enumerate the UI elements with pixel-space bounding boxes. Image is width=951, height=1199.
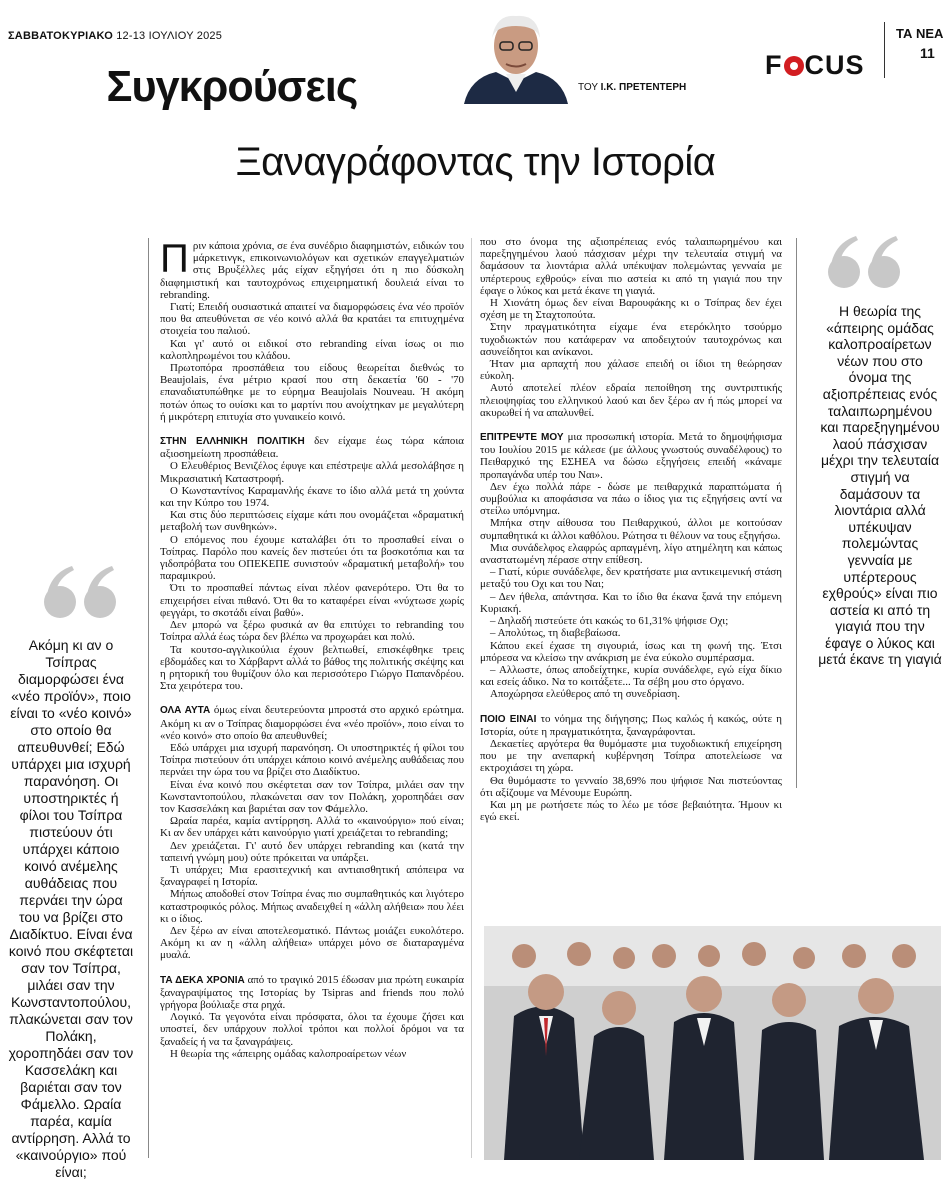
- article-paragraph: [160, 815, 464, 839]
- paragraph-text: Ότι το προσπαθεί πάντως είναι πλέον φανερότερο. Ότι θα το επιχειρήσει είναι πιθανό. Ότι θα το καταφέρει είναι «νύχτωσε χωρίς φεγγάρι, το σκοτάδι είναι βαθύ».: [160, 582, 464, 619]
- article-paragraph: [480, 542, 782, 566]
- paragraph-text: όμως είναι δευτερεύοντα μπροστά στο αρχικό ερώτημα. Ακόμη κι αν ο Τσίπρας διαμορφώσει ένα «νέο προϊόν», ποιο είναι το «νέο κοινό» στο οποίο θα απευθυνθεί;: [160, 704, 464, 742]
- paragraph-text: – Δεν ήθελα, απάντησα. Και το ίδιο θα έκανα ξανά την επόμενη Κυριακή.: [480, 590, 782, 615]
- paragraph-text: Δεν μπορώ να ξέρω φυσικά αν θα επιτύχει το rebranding του Τσίπρα αλλά έως τώρα δεν βλέπω να προχωράει και πολύ.: [160, 619, 464, 644]
- article-paragraph: [160, 582, 464, 619]
- article-paragraph: [480, 738, 782, 775]
- section-title: Συγκρούσεις: [106, 62, 358, 111]
- paragraph-text: Και μη με ρωτήσετε πώς το λέω με τόσε βεβαιότητα. Ήμουν κι εγώ εκεί.: [480, 798, 782, 824]
- group-photo-icon: [484, 926, 941, 1160]
- article-paragraph: [480, 236, 782, 297]
- article-paragraph: [480, 627, 782, 639]
- paragraph-text: – Δηλαδή πιστεύετε ότι κακώς το 61,31% ψήφισε Οχι;: [490, 615, 729, 628]
- focus-lens-icon: [784, 56, 804, 76]
- article-paragraph: [480, 713, 782, 738]
- article-paragraph: [160, 742, 464, 779]
- paragraph-text: Και γι' αυτό οι ειδικοί στο rebranding είναι ίσως οι πιο καλοπληρωμένοι του κλάδου.: [160, 337, 464, 362]
- paragraph-text: Πρωτοπόρα προσπάθεια του είδους θεωρείται διεθνώς το Beaujolais, ένα μέτριο κρασί που στη δεκαετία '60 - '70 επαναδιατυπώθηκε με το εύρημα Beaujolais Nouveau. Ή ακόμη ποτών όπως το ουίσκι και το μαρτίνι που ανοίχτηκαν με μεγαλύτερη ή μικρότερη επιτυχία στο γυναικείο κοινό.: [160, 362, 464, 423]
- article-column-1: [160, 237, 465, 1060]
- paragraph-text: Δεν ξέρω αν είναι αποτελεσματικό. Πάντως μοιάζει ευκολότερο. Ακόμη κι αν η «άλλη αλήθεια» υπάρχει μόνο σε διαταραγμένα μυαλά.: [160, 924, 464, 962]
- paragraph-text: Η θεωρία της «άπειρης ομάδας καλοπροαίρετων νέων: [170, 1047, 407, 1060]
- focus-logo: F CUS: [765, 50, 865, 80]
- article-paragraph: [480, 566, 782, 590]
- paragraph-text: Είναι ένα κοινό που σκέφτεται σαν τον Τσίπρα, μιλάει σαν την Κωνσταντοπούλου, πλακώνεται σαν τον Πολάκη, χοροπηδάει σαν τον Κασσελάκη και βαριέται σαν τον Φάμελλο.: [160, 778, 464, 815]
- article-paragraph: [480, 688, 782, 700]
- paragraph-text: Ήταν μια αρπαχτή που χάλασε επειδή οι ίδιοι τη θεώρησαν εύκολη.: [480, 358, 782, 383]
- byline-author: Ι.Κ. ΠΡΕΤΕΝΤΕΡΗ: [600, 82, 687, 93]
- article-paragraph: [160, 864, 464, 888]
- article-paragraph: [480, 591, 782, 615]
- headline: Ξαναγράφοντας την Ιστορία: [235, 140, 716, 184]
- paragraph-lead-in: ΟΛΑ ΑΥΤΑ: [160, 705, 211, 717]
- paragraph-text: Δεκαετίες αργότερα θα θυμόμαστε μια τυχοδιωκτική επιχείρηση που με την ανεπαρκή κυβέρνηση Τσίπρα αποτελείωσε να εκτροχιάσει τη χώρα.: [480, 737, 782, 775]
- paragraph-text: Γιατί; Επειδή ουσιαστικά απαιτεί να διαμορφώσεις ένα νέο προϊόν που θα απευθύνεται σε νέο κοινό αλλά θα κρατάει τα επιτυχημένα στοιχεία του παλιού.: [160, 301, 464, 338]
- article-paragraph: [480, 640, 782, 664]
- paragraph-text: από το τραγικό 2015 έδωσαν μια πρώτη ευκαιρία ξαναγραψίματος της Ιστορίας by Tsipras and friends που πολύ γρήγορα βούλιαξε στα ρηχά.: [160, 973, 464, 1011]
- paragraph-text: Τι υπάρχει; Μια ερασιτεχνική και αντιαισθητική απόπειρα να ξαναγραφεί η Ιστορία.: [160, 863, 464, 889]
- article-paragraph: [160, 534, 464, 583]
- paragraph-text: Ωραία παρέα, καμία αντίρρηση. Αλλά το «καινούργιο» πού είναι; Κι αν δεν υπάρχει κάτι καινούργιο γιατί χρειάζεται το rebranding;: [160, 815, 464, 840]
- paragraph-text: δεν είχαμε έως τώρα κάποια αξιοσημείωτη προσπάθεια.: [160, 435, 465, 461]
- article-paragraph: [160, 779, 464, 816]
- header-day: ΣΑΒΒΑΤΟΚΥΡΙΑΚΟ: [8, 30, 113, 42]
- byline: [578, 82, 686, 93]
- article-paragraph: [160, 1048, 464, 1060]
- column-rule-right: [796, 238, 797, 788]
- news-photo: [484, 926, 941, 1160]
- paragraph-text: Η Χιονάτη όμως δεν είναι Βαρουφάκης κι ο Τσίπρας δεν έχει σχέση με τη Σταχτοπούτα.: [480, 297, 782, 322]
- paragraph-text: Εδώ υπάρχει μια ισχυρή παρανόηση. Οι υποστηρικτές ή φίλοι του Τσίπρα πιστεύουν ότι υπάρχει κάποιο κοινό ανέμελης αυθάδειας που περνάει την ώρα του να βρίζει στο Διαδίκτυο.: [160, 741, 464, 779]
- paragraph-text: Μια συνάδελφος ελαφρώς αρπαγμένη, λίγο ατημέλητη και κάπως αναστατωμένη πέρασε στην επίθεση.: [480, 541, 782, 567]
- article-paragraph: [480, 799, 782, 823]
- drop-cap: Π: [160, 237, 189, 281]
- page-number: 11: [920, 45, 935, 61]
- quote-mark-icon: [826, 232, 906, 294]
- article-paragraph: [160, 362, 464, 423]
- article-paragraph: [480, 481, 782, 518]
- paragraph-text: Στην πραγματικότητα είχαμε ένα ετερόκλητο τσούρμο τυχοδιωκτών που κατάφεραν να αποδειχτούν ταυτοχρόνως και ασυνείδητοι και ανίκανοι.: [480, 321, 782, 358]
- article-paragraph: [480, 517, 782, 541]
- article-paragraph: [160, 925, 464, 962]
- header-divider: [884, 22, 885, 78]
- article-paragraph: [480, 431, 782, 481]
- article-paragraph: [480, 297, 782, 321]
- column-rule-middle: [471, 238, 472, 1158]
- paragraph-lead-in: ΣΤΗΝ ΕΛΛΗΝΙΚΗ ΠΟΛΙΤΙΚΗ: [160, 436, 305, 448]
- article-paragraph: [480, 775, 782, 799]
- article-paragraph: [480, 382, 782, 419]
- column-rule-left: [148, 238, 149, 1158]
- paragraph-text: – Αλλωστε, όπως αποδείχτηκε, κυρία συνάδελφε, εγώ είχα δίκιο και εσείς άδικο. Να το κοιτάξετε... Τα σέβη μου στο όργανο.: [480, 663, 782, 689]
- paragraph-text: Δεν έχω πολλά πάρε - δώσε με πειθαρχικά παραπτώματα ή συμβούλια κι αποφάσισα να πάω ο ίδιος για τις εξηγήσεις αντί να στείλω υπόμνημα.: [480, 480, 782, 518]
- article-column-2: [480, 236, 782, 823]
- paragraph-text: Ο επόμενος που έχουμε καταλάβει ότι το προσπαθεί είναι ο Τσίπρας. Παρόλο που κανείς δεν πιστεύει ότι τα βοσκοτόπια και τα γιδοπρόβατα του ΟΠΕΚΕΠΕ συνιστούν «δραματική μεταβολή» του παραμικρού.: [160, 533, 464, 583]
- paragraph-text: το νόημα της διήγησης; Πως καλώς ή κακώς, ούτε η Ιστορία, ούτε η πραγματικότητα, ξαναγράφονται.: [480, 712, 782, 738]
- paragraph-text: Κάπου εκεί έχασε τη σιγουριά, ίσως και τη φωνή της. Έτσι μπόρεσα να κλείσω την ανάκριση με ένα εύκολο συμπέρασμα.: [480, 639, 782, 664]
- article-paragraph: [480, 358, 782, 382]
- paragraph-text: Μπήκα στην αίθουσα του Πειθαρχικού, άλλοι με κοιτούσαν συμπαθητικά κι άλλοι καθόλου. Ρώτησα τι θέλουν να τους εξηγήσω.: [480, 517, 782, 542]
- paragraph-lead-in: ΤΑ ΔΕΚΑ ΧΡΟΝΙΑ: [160, 974, 245, 986]
- author-portrait: [456, 8, 576, 104]
- pull-quote-left: Ακόμη κι αν ο Τσίπρας διαμορφώσει ένα «νέο προϊόν», ποιο είναι το «νέο κοινό» στο οποίο θα απευθυνθεί; Εδώ υπάρχει μια ισχυρή παρανόηση. Οι υποστηρικτές ή φίλοι του Τσίπρα πιστεύουν ότι υπάρχει κάποιο κοινό ανέμελης αυθάδειας που περνάει την ώρα του να βρίζει στο Διαδίκτυο. Είναι ένα κοινό που σκέφτεται σαν τον Τσίπρα, μιλάει σαν την Κωνσταντοπούλου, πλακώνεται σαν τον Πολάκη, χοροπηδάει σαν τον Κασσελάκη και βαριέται σαν τον Φάμελλο. Ωραία παρέα, καμία αντίρρηση. Αλλά το «καινούργιο» πού είναι;: [8, 637, 134, 1180]
- paragraph-text: Ο Ελευθέριος Βενιζέλος έφυγε και επέστρεψε αλλά μεσολάβησε η Μικρασιατική Καταστροφή.: [160, 460, 464, 485]
- article-paragraph: [160, 338, 464, 362]
- paragraph-lead-in: ΕΠΙΤΡΕΨΤΕ ΜΟΥ: [480, 432, 564, 444]
- paragraph-text: Δεν χρειάζεται. Γι' αυτό δεν υπάρχει rebranding και (κατά την ταπεινή γνώμη μου) ούτε πρόκειται να υπάρξει.: [160, 839, 464, 864]
- article-paragraph: [160, 704, 464, 742]
- paragraph-text: ριν κάποια χρόνια, σε ένα συνέδριο διαφημιστών, ειδικών του μάρκετινγκ, επικοινωνιολόγων και σχετικών επαγγελματιών στις Βρυξέλλες μάς είχαν εξηγήσει ότι η πιο δύσκολη διαφημιστική και ταυτοχρόνως επιχειρηματική δουλειά είναι το rebranding.: [160, 240, 464, 301]
- byline-prefix: ΤΟΥ: [578, 82, 598, 93]
- article-paragraph: [480, 321, 782, 358]
- article-paragraph: [160, 509, 464, 533]
- article-paragraph: [160, 644, 464, 693]
- article-paragraph: [160, 974, 464, 1012]
- paragraph-text: Τα κουτσο-αγγλικούλια έχουν βελτιωθεί, επισκέφθηκε τρεις εβδομάδες και το Χάρβαρντ αλλά το βάθος της πολιτικής σκέψης και η ρητορική του θυμίζουν όλο και περισσότερο Γιώργο Παπανδρέου. Στα χειρότερα του.: [160, 643, 464, 693]
- article-paragraph: [160, 301, 464, 338]
- article-paragraph: [160, 888, 464, 925]
- paragraph-text: Λογικό. Τα γεγονότα είναι πρόσφατα, όλοι τα έχουμε ζήσει και υποστεί, δεν υπάρχουν πολλοί τρόποι και πολλοί δρόμοι να τα ξαναδείς ή να τα ξαναγράψεις.: [160, 1011, 464, 1048]
- article-paragraph: [160, 460, 464, 484]
- article-paragraph: [480, 615, 782, 627]
- paragraph-text: μια προσωπική ιστορία. Μετά το δημοψήφισμα του Ιουλίου 2015 με κάλεσε (με άλλους γνωστούς συναδέλφους) το Πειθαρχικό της ΕΣΗΕΑ να δώσω εξηγήσεις επειδή «κάναμε προπαγάνδα υπέρ του Ναι».: [480, 431, 783, 481]
- paragraph-text: Αποχώρησα ελεύθερος από τη συνεδρίαση.: [490, 688, 680, 701]
- article-paragraph: [160, 237, 464, 301]
- paragraph-text: Θα θυμόμαστε το γενναίο 38,69% που ψήφισε Ναι πιστεύοντας ότι αξίζουμε να Μένουμε Ευρώπη.: [480, 774, 782, 799]
- article-paragraph: [160, 840, 464, 864]
- paragraph-text: – Γιατί, κύριε συνάδελφε, δεν κρατήσατε μια αντικειμενική στάση μεταξύ του Οχι και του Ναι;: [480, 566, 782, 591]
- newspaper-name: ΤΑ ΝΕΑ: [896, 26, 944, 41]
- paragraph-text: – Απολύτως, τη διαβεβαίωσα.: [490, 627, 621, 640]
- paragraph-text: που στο όνομα της αξιοπρέπειας ενός ταλαιπωρημένου και παρεξηγημένου λαού πάσχισαν μέχρι την τελευταία στιγμή να δαμάσουν τα λιοντάρια αλλά υπέκυψαν πολεμώντας γενναία με υπέρτερους εχθρούς» είναι πιο αστεία κι από τη γιαγιά που την έφαγε ο λύκος και μετά έκανε τη γιαγιά.: [480, 236, 782, 297]
- paragraph-lead-in: ΠΟΙΟ ΕΙΝΑΙ: [480, 713, 537, 725]
- quote-mark-icon: [42, 562, 122, 624]
- paragraph-text: Ο Κωνσταντίνος Καραμανλής έκανε το ίδιο αλλά μετά τη χούντα και την Κύπρο του 1974.: [160, 484, 464, 510]
- article-paragraph: [160, 485, 464, 509]
- article-paragraph: [160, 435, 464, 460]
- paragraph-text: Μήπως αποδοθεί στον Τσίπρα ένας πιο συμπαθητικός και λιγότερο καταστροφικός ρόλος. Μήπως αναδειχθεί η «άλλη αλήθεια» που λέει κι ο ίδιος.: [160, 888, 464, 925]
- header-date: [8, 30, 222, 42]
- paragraph-text: Και στις δύο περιπτώσεις είχαμε κάτι που ονομάζεται «δραματική μεταβολή των συνθηκών».: [160, 509, 464, 534]
- paragraph-text: Αυτό αποτελεί πλέον εδραία πεποίθηση της συντριπτικής πλειοψηφίας του ελληνικού λαού και δεν ξέρω αν ή πώς μπορεί να ακυρωθεί ή να απαλυνθεί.: [480, 382, 782, 419]
- article-paragraph: [480, 664, 782, 688]
- pull-quote-right: Η θεωρία της «άπειρης ομάδας καλοπροαίρετων νέων που στο όνομα της αξιοπρέπειας ενός ταλαιπωρημένου και παρεξηγημένου λαού πάσχισαν μέχρι την τελευταία στιγμή να δαμάσουν τα λιοντάρια αλλά υπέκυψαν πολεμώντας γενναία με υπέρτερους εχθρούς» είναι πιο αστεία κι από τη γιαγιά που την έφαγε ο λύκος και μετά έκανε τη γιαγιά: [818, 303, 942, 668]
- header-date-value: 12-13 ΙΟΥΛΙΟΥ 2025: [116, 30, 223, 42]
- article-paragraph: [160, 619, 464, 643]
- article-paragraph: [160, 1011, 464, 1048]
